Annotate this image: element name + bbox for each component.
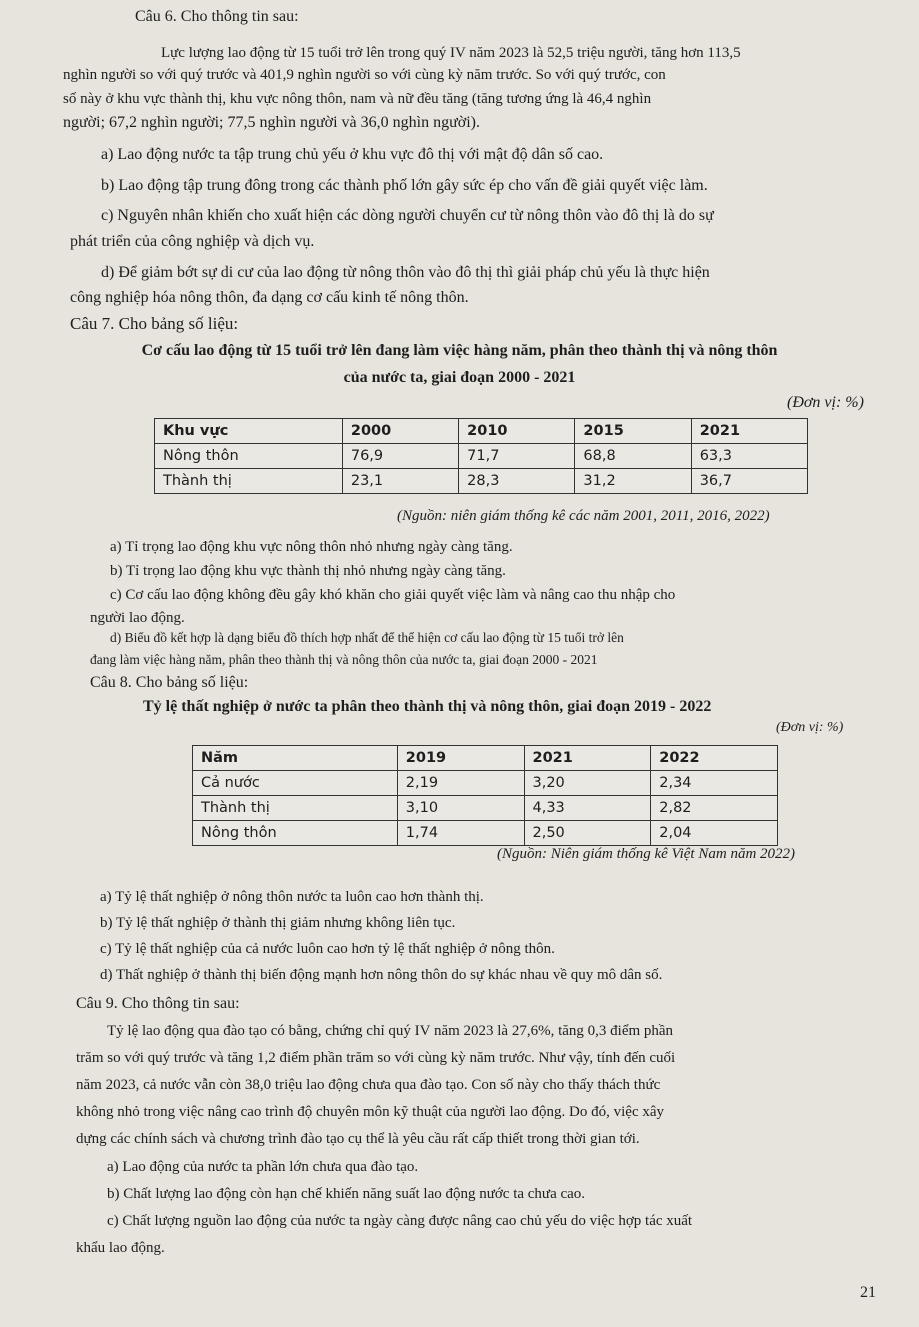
q6-option-a: a) Lao động nước ta tập trung chủ yếu ở khu vực đô thị với mật độ dân số cao. [101, 146, 604, 163]
table-header-cell: 2015 [575, 419, 691, 444]
table-header-row [155, 419, 808, 444]
q6-paragraph-line-4: người; 67,2 nghìn người; 77,5 nghìn người và 36,0 nghìn người). [63, 114, 480, 131]
table-cell: 2,50 [524, 821, 651, 846]
q8-table-title: Tỷ lệ thất nghiệp ở nước ta phân theo thành thị và nông thôn, giai đoạn 2019 - 2022 [143, 698, 712, 715]
q7-unit: (Đơn vị: %) [787, 394, 864, 411]
q8-heading: Câu 8. Cho bảng số liệu: [90, 674, 249, 691]
q9-heading: Câu 9. Cho thông tin sau: [76, 995, 240, 1012]
table-cell: 68,8 [575, 444, 691, 469]
q7-option-c-line-2: người lao động. [90, 610, 185, 626]
q7-option-b: b) Tỉ trọng lao động khu vực thành thị nhỏ nhưng ngày càng tăng. [110, 563, 506, 579]
q9-paragraph-line-2: trăm so với quý trước và tăng 1,2 điểm phần trăm so với cùng kỳ năm trước. Như vậy, tính đến cuối [76, 1050, 676, 1066]
q9-paragraph-line-5: dựng các chính sách và chương trình đào tạo cụ thể là yêu cầu rất cấp thiết trong thời gian tới. [76, 1131, 640, 1147]
q6-paragraph-line-3: số này ở khu vực thành thị, khu vực nông thôn, nam và nữ đều tăng (tăng tương ứng là 46,4 nghìn [63, 91, 652, 107]
table-header-cell: 2021 [691, 419, 807, 444]
q6-option-b: b) Lao động tập trung đông trong các thành phố lớn gây sức ép cho vấn đề giải quyết việc làm. [101, 177, 708, 194]
table-header-cell: Năm [193, 746, 398, 771]
q9-option-a: a) Lao động của nước ta phần lớn chưa qua đào tạo. [107, 1159, 419, 1175]
table-cell: 63,3 [691, 444, 807, 469]
q9-option-c-line-2: khẩu lao động. [76, 1240, 165, 1256]
q6-heading: Câu 6. Cho thông tin sau: [135, 8, 299, 25]
q7-data-table [154, 418, 808, 494]
q6-option-c-line-2: phát triển của công nghiệp và dịch vụ. [70, 233, 315, 250]
table-cell: Nông thôn [193, 821, 398, 846]
table-row [193, 796, 778, 821]
q9-paragraph-line-1: Tỷ lệ lao động qua đào tạo có bằng, chứng chỉ quý IV năm 2023 là 27,6%, tăng 0,3 điểm phần [107, 1023, 674, 1039]
q8-data-table [192, 745, 778, 846]
table-cell: 2,82 [651, 796, 778, 821]
table-cell: 36,7 [691, 469, 807, 494]
table-cell: 3,20 [524, 771, 651, 796]
q8-source: (Nguồn: Niên giám thống kê Việt Nam năm 2022) [497, 846, 796, 862]
q7-option-c-line-1: c) Cơ cấu lao động không đều gây khó khăn cho giải quyết việc làm và nâng cao thu nhập cho [110, 587, 676, 603]
table-header-cell: 2021 [524, 746, 651, 771]
table-cell: 1,74 [397, 821, 524, 846]
q7-table-title-line-1: Cơ cấu lao động từ 15 tuổi trở lên đang làm việc hàng năm, phân theo thành thị và nông thôn [141, 342, 778, 359]
table-row [155, 469, 808, 494]
q8-option-b: b) Tỷ lệ thất nghiệp ở thành thị giảm nhưng không liên tục. [100, 915, 456, 931]
q7-heading: Câu 7. Cho bảng số liệu: [70, 314, 239, 333]
table-row [155, 444, 808, 469]
q6-paragraph-line-2: nghìn người so với quý trước và 401,9 nghìn người so với cùng kỳ năm trước. So với quý trước, con [63, 67, 666, 83]
q8-option-c: c) Tỷ lệ thất nghiệp của cả nước luôn cao hơn tỷ lệ thất nghiệp ở nông thôn. [100, 941, 555, 957]
q7-source: (Nguồn: niên giám thống kê các năm 2001, 2011, 2016, 2022) [397, 508, 770, 524]
q7-option-a: a) Tỉ trọng lao động khu vực nông thôn nhỏ nhưng ngày càng tăng. [110, 539, 513, 555]
table-cell: 76,9 [342, 444, 458, 469]
table-header-cell: 2022 [651, 746, 778, 771]
q9-paragraph-line-3: năm 2023, cả nước vẫn còn 38,0 triệu lao động chưa qua đào tạo. Con số này cho thấy thách thức [76, 1077, 661, 1093]
table-cell: 2,19 [397, 771, 524, 796]
table-cell: Thành thị [155, 469, 343, 494]
q7-option-d-line-1: d) Biểu đồ kết hợp là dạng biểu đồ thích hợp nhất để thể hiện cơ cấu lao động từ 15 tuổi trở lên [110, 630, 624, 645]
q6-option-d-line-1: d) Để giảm bớt sự di cư của lao động từ nông thôn vào đô thị thì giải pháp chủ yếu là thực hiện [101, 264, 710, 281]
page-number: 21 [860, 1284, 876, 1301]
q8-option-d: d) Thất nghiệp ở thành thị biến động mạnh hơn nông thôn do sự khác nhau về quy mô dân số. [100, 967, 663, 983]
q9-paragraph-line-4: không nhỏ trong việc nâng cao trình độ chuyên môn kỹ thuật của người lao động. Do đó, việc xây [76, 1104, 665, 1120]
q7-table-title-line-2: của nước ta, giai đoạn 2000 - 2021 [343, 369, 576, 386]
table-cell: 71,7 [459, 444, 575, 469]
table-cell: Thành thị [193, 796, 398, 821]
q6-option-c-line-1: c) Nguyên nhân khiến cho xuất hiện các dòng người chuyển cư từ nông thôn vào đô thị là do sự [101, 207, 714, 224]
table-cell: 4,33 [524, 796, 651, 821]
table-cell: Nông thôn [155, 444, 343, 469]
table-cell: Cả nước [193, 771, 398, 796]
table-header-cell: 2019 [397, 746, 524, 771]
q9-option-c-line-1: c) Chất lượng nguồn lao động của nước ta ngày càng được nâng cao chủ yếu do việc hợp tác xuất [107, 1213, 693, 1229]
table-cell: 23,1 [342, 469, 458, 494]
table-cell: 2,34 [651, 771, 778, 796]
table-cell: 31,2 [575, 469, 691, 494]
table-header-cell: Khu vực [155, 419, 343, 444]
table-header-cell: 2010 [459, 419, 575, 444]
table-cell: 28,3 [459, 469, 575, 494]
table-cell: 3,10 [397, 796, 524, 821]
table-row [193, 821, 778, 846]
q8-unit: (Đơn vị: %) [776, 720, 844, 735]
q8-option-a: a) Tỷ lệ thất nghiệp ở nông thôn nước ta luôn cao hơn thành thị. [100, 889, 484, 905]
table-header-cell: 2000 [342, 419, 458, 444]
q7-option-d-line-2: đang làm việc hàng năm, phân theo thành thị và nông thôn của nước ta, giai đoạn 2000 - 2021 [90, 652, 598, 667]
table-row [193, 771, 778, 796]
table-cell: 2,04 [651, 821, 778, 846]
q9-option-b: b) Chất lượng lao động còn hạn chế khiến năng suất lao động nước ta chưa cao. [107, 1186, 586, 1202]
q6-option-d-line-2: công nghiệp hóa nông thôn, đa dạng cơ cấu kinh tế nông thôn. [70, 289, 469, 306]
q6-paragraph-line-1: Lực lượng lao động từ 15 tuổi trở lên trong quý IV năm 2023 là 52,5 triệu người, tăng hơn 113,5 [161, 45, 741, 61]
table-header-row [193, 746, 778, 771]
